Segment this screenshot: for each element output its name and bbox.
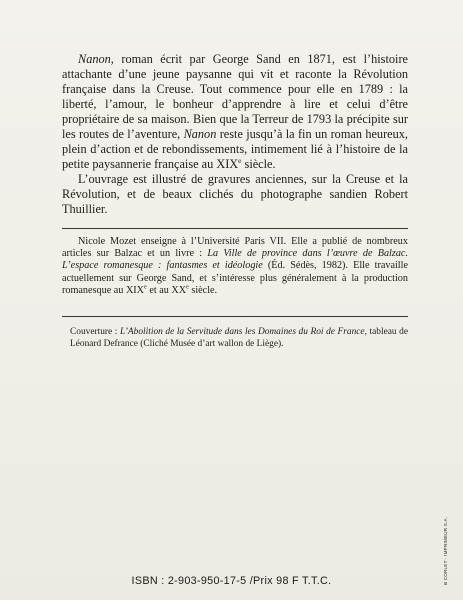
description-paragraph-2: L’ouvrage est illustré de gravures anciennes, sur la Creuse et la Révolution, et de beaux clichés du photographe sandien Robert Thuillier. xyxy=(62,172,408,216)
printer-imprint: B CORLET · IMPRIMEUR S.A. xyxy=(443,516,448,585)
divider-top xyxy=(62,228,408,229)
title-nanon: Nanon xyxy=(78,52,111,66)
description-paragraph-1: Nanon, roman écrit par George Sand en 1871, est l’histoire attachante d’une jeune paysanne qui vit et raconte la Révolution française dans la Creuse. Tout commence pour elle en 1789 : la liberté, l’amour, le bonheur d’apprendre à lire et celui d’être propriétaire de sa maison. Bien que la Terreur de 1793 la précipite sur les routes de l’aventure, Nanon reste jusqu’à la fin un roman heureux, plein d’action et de rebondissements, intimement lié à l’histoire de la petite paysannerie française au XIXe siècle. xyxy=(62,52,409,171)
book-title: La Ville de province dans l’œuvre de Balzac. L’espace romanesque : fantasmes et idéologie xyxy=(62,248,408,272)
painting-title: L’Abolition de la Servitude dans les Domaines du Roi de France xyxy=(119,327,365,337)
divider-bottom xyxy=(62,316,408,317)
title-nanon: Nanon xyxy=(183,127,217,141)
isbn-price: ISBN : 2-903-950-17-5 /Prix 98 F T.T.C. xyxy=(131,575,332,587)
book-description xyxy=(62,52,408,217)
cover-credit: Couverture : L’Abolition de la Servitude dans les Domaines du Roi de France, tableau de Léonard Defrance (Cliché Musée d’art wallon de Liège). xyxy=(70,327,409,349)
author-bio: Nicole Mozet enseigne à l’Université Paris VII. Elle a publié de nombreux articles sur Balzac et un livre : La Ville de province dans l’œuvre de Balzac. L’espace romanesque : fantasmes et idéologie (Éd. Sédès, 1982). Elle travaille actuellement sur George Sand, et s’intéresse plus généralement à la production romanesque au XIXe et au XXe siècle. xyxy=(62,236,408,296)
